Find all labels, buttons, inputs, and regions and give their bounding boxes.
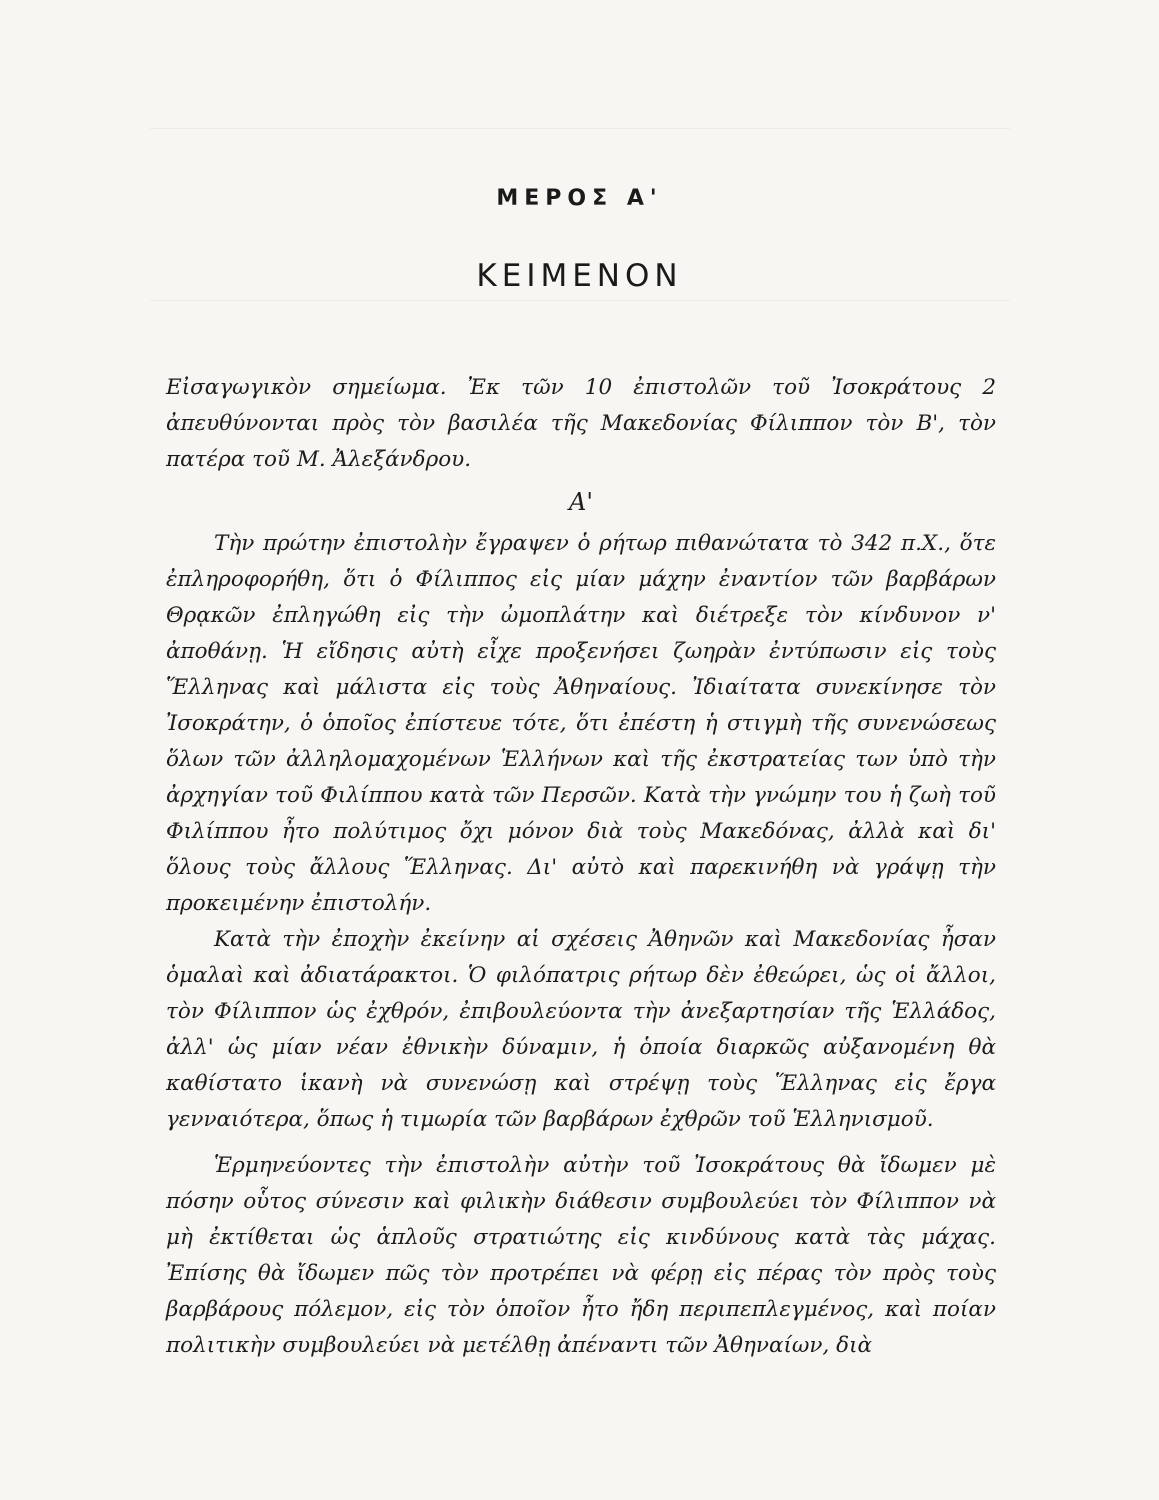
paragraph: Κατὰ τὴν ἐποχὴν ἐκείνην αἱ σχέσεις Ἀθηνῶν καὶ Μακεδονίας ἦσαν ὁμαλαὶ καὶ ἀδιατάρακτοι. Ὁ φιλόπατρις ρήτωρ δὲν ἐθεώρει, ὡς οἱ ἄλλοι, τὸν Φίλιππον ὡς ἐχθρόν, ἐπιβουλεύοντα τὴν ἀνεξαρτησίαν τῆς Ἑλλάδος, ἀλλ' ὡς μίαν νέαν ἐθνικὴν δύναμιν, ἡ ὁποία διαρκῶς αὐξανομένη θὰ καθίστατο ἱκανὴ νὰ συνενώσῃ καὶ στρέψῃ τοὺς Ἕλληνας εἰς ἔργα γενναιότερα, ὅπως ἡ τιμωρία τῶν βαρβάρων ἐχθρῶν τοῦ Ἑλληνισμοῦ. xyxy=(166,927,996,1132)
intro-paragraph: Εἰσαγωγικὸν σημείωμα. Ἐκ τῶν 10 ἐπιστολῶν τοῦ Ἰσοκράτους 2 ἀπευθύνονται πρὸς τὸν βασιλέα τῆς Μακεδονίας Φίλιππον τὸν Β', τὸν πατέρα τοῦ Μ. Ἀλεξάνδρου. xyxy=(166,375,996,472)
bleed-through-line xyxy=(150,300,1010,301)
letter-heading: Α' xyxy=(569,488,593,516)
paragraph: Τὴν πρώτην ἐπιστολὴν ἔγραψεν ὁ ρήτωρ πιθανώτατα τὸ 342 π.Χ., ὅτε ἐπληροφορήθη, ὅτι ὁ Φίλιππος εἰς μίαν μάχην ἐναντίον τῶν βαρβάρων Θρᾳκῶν ἐπληγώθη εἰς τὴν ὠμοπλάτην καὶ διέτρεξε τὸν κίνδυνον ν' ἀποθάνῃ. Ἡ εἴδησις αὐτὴ εἶχε προξενήσει ζωηρὰν ἐντύπωσιν εἰς τοὺς Ἕλληνας καὶ μάλιστα εἰς τοὺς Ἀθηναίους. Ἰδιαίτατα συνεκίνησε τὸν Ἰσοκράτην, ὁ ὁποῖος ἐπίστευε τότε, ὅτι ἐπέστη ἡ στιγμὴ τῆς συνενώσεως ὅλων τῶν ἀλληλομαχομένων Ἑλλήνων καὶ τῆς ἐκστρατείας των ὑπὸ τὴν ἀρχηγίαν τοῦ Φιλίππου κατὰ τῶν Περσῶν. Κατὰ τὴν γνώμην του ἡ ζωὴ τοῦ Φιλίππου ἦτο πολύτιμος ὄχι μόνον διὰ τοὺς Μακεδόνας, ἀλλὰ καὶ δι' ὅλους τοὺς ἄλλους Ἕλληνας. Δι' αὐτὸ καὶ παρεκινήθη νὰ γράψῃ τὴν προκειμένην ἐπιστολήν. xyxy=(166,531,996,916)
bleed-through-line xyxy=(150,128,1010,129)
main-heading: ΚΕΙΜΕΝΟΝ xyxy=(476,258,683,294)
part-heading: ΜΕΡΟΣ Α' xyxy=(496,186,663,211)
paragraph: Ἑρμηνεύοντες τὴν ἐπιστολὴν αὐτὴν τοῦ Ἰσοκράτους θὰ ἴδωμεν μὲ πόσην οὗτος σύνεσιν καὶ φιλικὴν διάθεσιν συμβουλεύει τὸν Φίλιππον νὰ μὴ ἐκτίθεται ὡς ἁπλοῦς στρατιώτης εἰς κινδύνους κατὰ τὰς μάχας. Ἐπίσης θὰ ἴδωμεν πῶς τὸν προτρέπει νὰ φέρῃ εἰς πέρας τὸν πρὸς τοὺς βαρβάρους πόλεμον, εἰς τὸν ὁποῖον ἦτο ἤδη περιπεπλεγμένος, καὶ ποίαν πολιτικὴν συμβουλεύει νὰ μετέλθῃ ἀπέναντι τῶν Ἀθηναίων, διὰ xyxy=(166,1153,996,1358)
body-text xyxy=(166,370,996,1364)
